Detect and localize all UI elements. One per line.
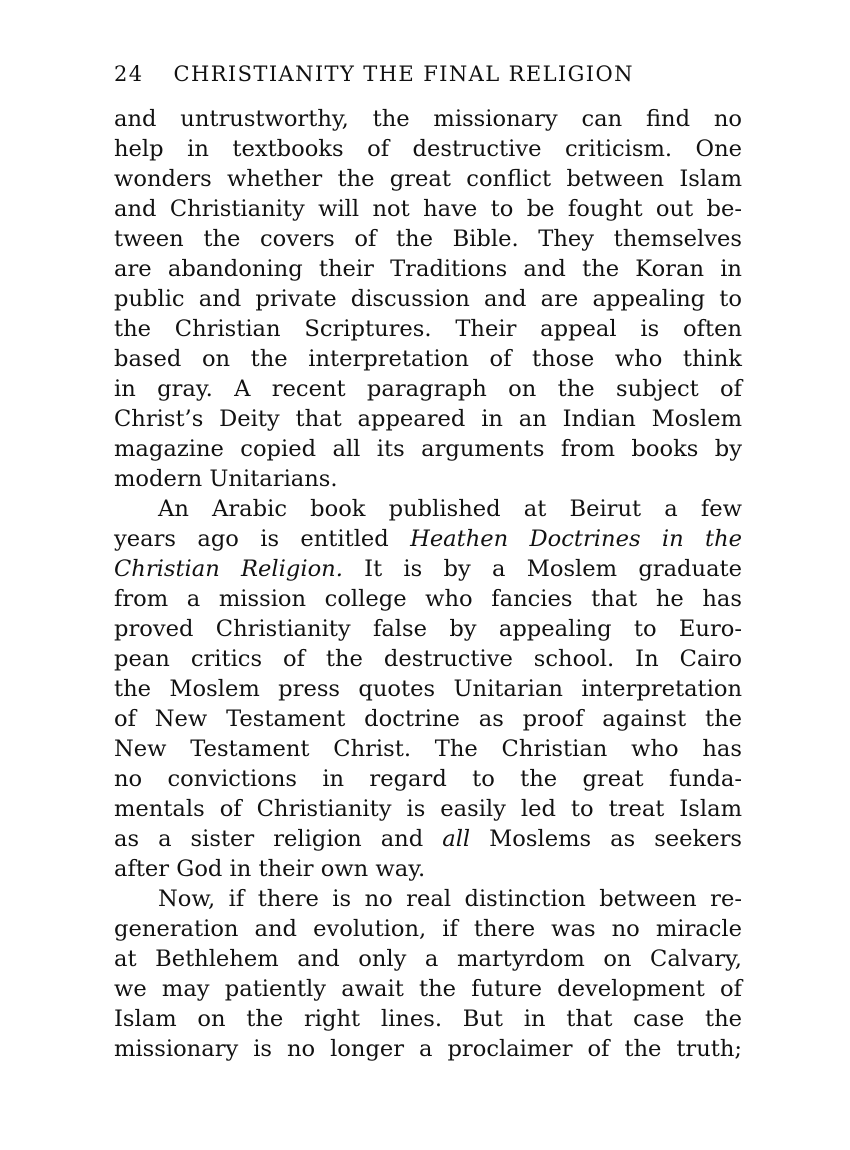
page-number: 24 bbox=[114, 62, 144, 86]
text-line: help in textbooks of destructive criticism. One bbox=[114, 136, 742, 162]
book-title-italic: Heathen Doctrines in the bbox=[410, 526, 743, 552]
body-text bbox=[114, 104, 742, 1064]
text-line: we may patiently await the future development of bbox=[114, 976, 742, 1002]
text-line: from a mission college who fancies that he has bbox=[114, 586, 742, 612]
text-line: magazine copied all its arguments from books by bbox=[114, 436, 742, 462]
text-line: the Christian Scriptures. Their appeal is often bbox=[114, 316, 742, 342]
text-line: and untrustworthy, the missionary can find no bbox=[114, 106, 742, 132]
book-page bbox=[114, 62, 742, 1064]
text-line: public and private discussion and are appealing to bbox=[114, 286, 742, 312]
book-title-italic: Christian Religion. bbox=[114, 556, 343, 582]
text-line: after God in their own way. bbox=[114, 856, 426, 882]
text-line: Islam on the right lines. But in that case the bbox=[114, 1006, 742, 1032]
text-line: pean critics of the destructive school. In Cairo bbox=[114, 646, 742, 672]
text-line: no convictions in regard to the great funda- bbox=[114, 766, 742, 792]
text-line bbox=[114, 554, 742, 584]
text-line: wonders whether the great conflict between Islam bbox=[114, 166, 742, 192]
emphasis-italic: all bbox=[442, 826, 471, 852]
paragraph-2 bbox=[114, 494, 742, 884]
text-run: years ago is entitled bbox=[114, 526, 411, 552]
text-line: at Bethlehem and only a martyrdom on Calvary, bbox=[114, 946, 742, 972]
text-line: Christ’s Deity that appeared in an Indian Moslem bbox=[114, 406, 742, 432]
text-line: Now, if there is no real distinction between re- bbox=[158, 886, 742, 912]
running-title: CHRISTIANITY THE FINAL RELIGION bbox=[173, 62, 634, 86]
text-line: An Arabic book published at Beirut a few bbox=[158, 496, 742, 522]
paragraph-3 bbox=[114, 884, 742, 1064]
running-head bbox=[114, 62, 742, 86]
text-line: modern Unitarians. bbox=[114, 466, 338, 492]
text-line: the Moslem press quotes Unitarian interpretation bbox=[114, 676, 742, 702]
text-line: New Testament Christ. The Christian who has bbox=[114, 736, 742, 762]
paragraph-1 bbox=[114, 104, 742, 494]
text-line: of New Testament doctrine as proof against the bbox=[114, 706, 742, 732]
text-line: tween the covers of the Bible. They themselves bbox=[114, 226, 742, 252]
text-line: and Christianity will not have to be fought out be- bbox=[114, 196, 742, 222]
text-line: based on the interpretation of those who think bbox=[114, 346, 742, 372]
text-line: generation and evolution, if there was no miracle bbox=[114, 916, 742, 942]
text-line: proved Christianity false by appealing to Euro- bbox=[114, 616, 742, 642]
text-line: are abandoning their Traditions and the Koran in bbox=[114, 256, 742, 282]
text-line: in gray. A recent paragraph on the subject of bbox=[114, 376, 742, 402]
text-line: missionary is no longer a proclaimer of the truth; bbox=[114, 1036, 742, 1062]
text-line bbox=[114, 524, 742, 554]
text-run: as a sister religion and bbox=[114, 826, 443, 852]
text-line: mentals of Christianity is easily led to treat Islam bbox=[114, 796, 742, 822]
text-run: It is by a Moslem graduate bbox=[342, 556, 742, 582]
text-line bbox=[114, 824, 742, 854]
text-run: Moslems as seekers bbox=[470, 826, 742, 852]
